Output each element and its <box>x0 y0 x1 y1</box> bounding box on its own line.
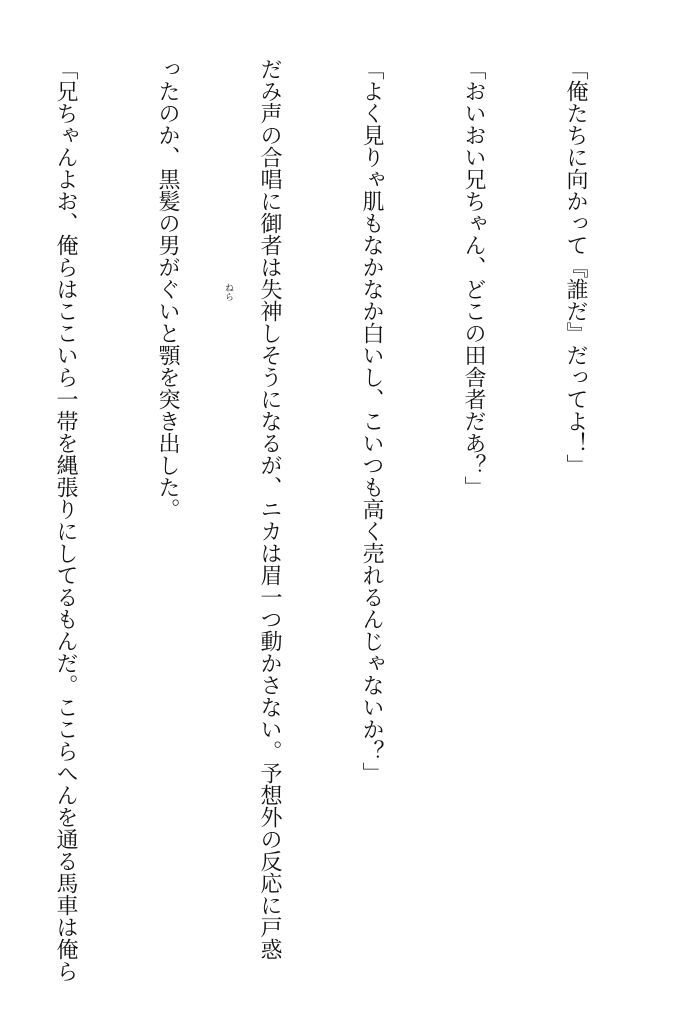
text-line-1: 「俺たちに向かって『誰だ』だってよ！」 <box>563 58 588 476</box>
vertical-text-block <box>0 58 660 988</box>
text-line-5: ったのか、黒髪の男がぐいと顎を突き出した。 <box>155 58 180 520</box>
text-line-4: だみ声の合唱に御者は失神しそうになるが、ニカは眉一つ動かさない。予想外の反応に戸惑 <box>257 58 282 960</box>
text-line-3: 「よく見りゃ肌もなかなか白いし、こいつも高く売れるんじゃないか？」 <box>359 58 384 784</box>
text-line-6: 「兄ちゃんよお、俺らはここいら一帯を縄張りにしてるもんだ。ここらへんを通る馬車は俺ら <box>53 58 78 982</box>
text-line-2: 「おいおい兄ちゃん、どこの田舎者だあ？」 <box>461 58 486 498</box>
ruby-reading: ねら <box>223 283 233 301</box>
